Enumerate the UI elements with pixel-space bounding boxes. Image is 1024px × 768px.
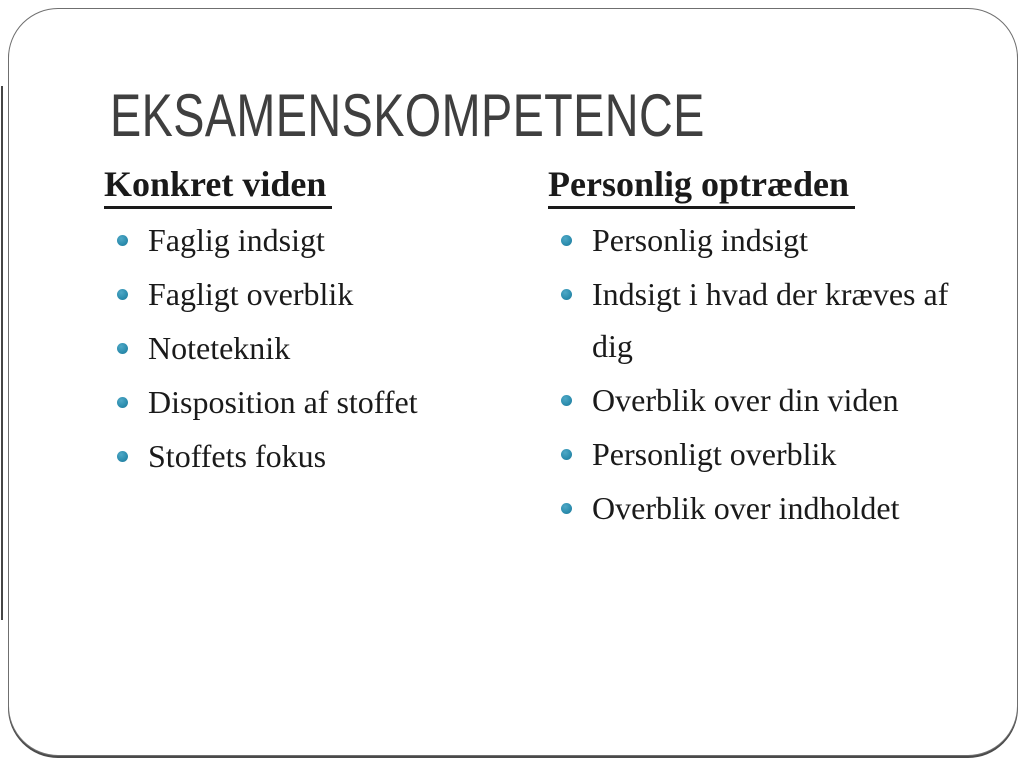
bullet-dot-icon bbox=[117, 397, 128, 408]
column-heading bbox=[548, 163, 960, 209]
bullet-text: Overblik over indholdet bbox=[592, 490, 900, 526]
bullet-item bbox=[548, 374, 960, 426]
bullet-item bbox=[104, 214, 534, 266]
bullet-item bbox=[104, 268, 534, 320]
bullet-item bbox=[104, 430, 534, 482]
bullet-dot-icon bbox=[117, 451, 128, 462]
column-personlig-optraeden bbox=[548, 163, 960, 536]
bullet-text: Fagligt overblik bbox=[148, 276, 354, 312]
bullet-dot-icon bbox=[117, 289, 128, 300]
bullet-item bbox=[548, 482, 960, 534]
bullet-dot-icon bbox=[117, 343, 128, 354]
slide-title bbox=[110, 81, 873, 150]
bullet-dot-icon bbox=[117, 235, 128, 246]
column-heading-text: Personlig optræden bbox=[548, 163, 855, 209]
slide-title-text: EKSAMENSKOMPETENCE bbox=[110, 82, 705, 149]
bullet-text: Overblik over din viden bbox=[592, 382, 899, 418]
bullet-text: Personlig indsigt bbox=[592, 222, 809, 258]
bullet-dot-icon bbox=[561, 235, 572, 246]
bullet-item bbox=[548, 268, 960, 372]
bullet-text: Disposition af stoffet bbox=[148, 384, 418, 420]
bullet-text: Noteteknik bbox=[148, 330, 291, 366]
bullet-dot-icon bbox=[561, 503, 572, 514]
column-konkret-viden bbox=[104, 163, 534, 484]
column-heading-text: Konkret viden bbox=[104, 163, 332, 209]
bullet-item bbox=[548, 214, 960, 266]
bullet-item bbox=[548, 428, 960, 480]
bullet-item bbox=[104, 322, 534, 374]
bullet-text: Stoffets fokus bbox=[148, 438, 327, 474]
bullet-text: Indsigt i hvad der kræves af dig bbox=[592, 276, 949, 364]
bullet-list bbox=[104, 214, 534, 482]
bullet-list bbox=[548, 214, 960, 534]
bullet-text: Faglig indsigt bbox=[148, 222, 325, 258]
bullet-dot-icon bbox=[561, 449, 572, 460]
bullet-text: Personligt overblik bbox=[592, 436, 837, 472]
column-heading bbox=[104, 163, 534, 209]
left-edge-line bbox=[1, 86, 3, 620]
bullet-dot-icon bbox=[561, 289, 572, 300]
bullet-dot-icon bbox=[561, 395, 572, 406]
bullet-item bbox=[104, 376, 534, 428]
